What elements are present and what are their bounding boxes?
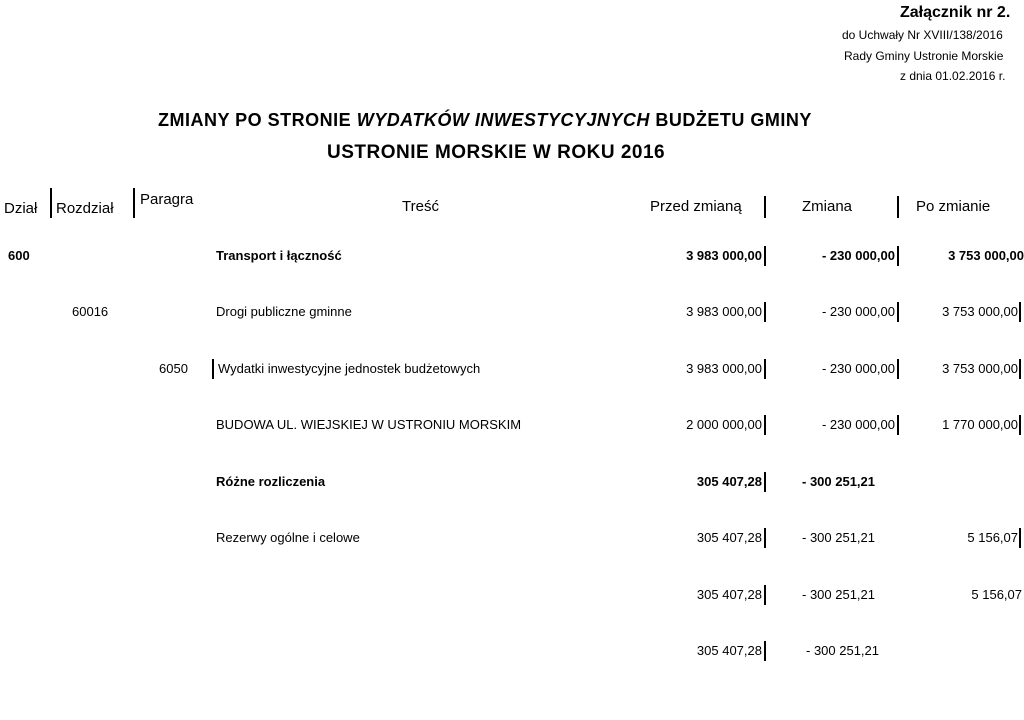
row-tresc: Transport i łączność — [216, 248, 342, 263]
row-przed: 305 407,28 — [696, 474, 762, 489]
row-przed: 3 983 000,00 — [686, 304, 762, 319]
title-prefix: ZMIANY PO STRONIE — [158, 110, 352, 130]
row-zmiana: - 230 000,00 — [821, 417, 895, 432]
row-po: 5 156,07 — [971, 587, 1022, 602]
row-rozdzial: 60016 — [72, 304, 109, 319]
cell-divider — [1019, 359, 1021, 379]
row-po: 3 753 000,00 — [948, 248, 1024, 263]
cell-divider — [764, 246, 766, 266]
header-divider — [764, 196, 766, 218]
attachment-title: Załącznik nr 2. — [900, 4, 1011, 21]
row-po: 3 753 000,00 — [942, 361, 1018, 376]
attachment-date: z dnia 01.02.2016 r. — [900, 69, 1006, 83]
row-po: 3 753 000,00 — [942, 304, 1018, 319]
row-dzial: 600 — [8, 248, 30, 263]
row-przed: 305 407,28 — [696, 643, 762, 658]
header-zmiana: Zmiana — [802, 198, 853, 215]
row-tresc: Różne rozliczenia — [216, 474, 326, 489]
cell-divider — [764, 528, 766, 548]
row-przed: 3 983 000,00 — [686, 361, 762, 376]
header-dzial: Dział — [4, 200, 38, 217]
document-title-line2: USTRONIE MORSKIE W ROKU 2016 — [327, 142, 666, 163]
row-przed: 3 983 000,00 — [686, 248, 762, 263]
row-zmiana: - 230 000,00 — [821, 361, 895, 376]
cell-divider — [764, 641, 766, 661]
cell-divider — [764, 472, 766, 492]
cell-divider — [212, 359, 214, 379]
cell-divider — [897, 359, 899, 379]
document-title-line1 — [158, 110, 812, 131]
row-tresc: Rezerwy ogólne i celowe — [216, 530, 360, 545]
row-tresc: BUDOWA UL. WIEJSKIEJ W USTRONIU MORSKIM — [216, 417, 522, 432]
row-po: 1 770 000,00 — [942, 417, 1018, 432]
header-paragraf: Paragra — [140, 191, 194, 208]
attachment-resolution: do Uchwały Nr XVIII/138/2016 — [842, 28, 1003, 42]
title-suffix: BUDŻETU GMINY — [655, 110, 812, 130]
header-po-zmianie: Po zmianie — [916, 198, 991, 215]
row-zmiana: - 300 251,21 — [806, 643, 880, 658]
header-przed-zmiana: Przed zmianą — [650, 198, 742, 215]
row-po: 5 156,07 — [967, 530, 1018, 545]
cell-divider — [1019, 302, 1021, 322]
cell-divider — [897, 302, 899, 322]
cell-divider — [1019, 415, 1021, 435]
cell-divider — [764, 302, 766, 322]
cell-divider — [897, 246, 899, 266]
attachment-council: Rady Gminy Ustronie Morskie — [844, 49, 1004, 63]
title-italic-part: WYDATKÓW INWESTYCYJNYCH — [356, 110, 650, 130]
row-zmiana: - 300 251,21 — [802, 530, 876, 545]
header-divider — [133, 188, 135, 218]
row-zmiana: - 230 000,00 — [821, 248, 895, 263]
row-przed: 2 000 000,00 — [686, 417, 762, 432]
header-tresc: Treść — [402, 198, 439, 215]
cell-divider — [764, 585, 766, 605]
cell-divider — [764, 359, 766, 379]
cell-divider — [1019, 528, 1021, 548]
cell-divider — [897, 415, 899, 435]
row-paragraf: 6050 — [159, 361, 188, 376]
row-przed: 305 407,28 — [696, 587, 762, 602]
row-zmiana: - 300 251,21 — [802, 474, 876, 489]
row-przed: 305 407,28 — [696, 530, 762, 545]
cell-divider — [764, 415, 766, 435]
header-divider — [897, 196, 899, 218]
row-zmiana: - 230 000,00 — [821, 304, 895, 319]
header-rozdzial: Rozdział — [56, 200, 114, 217]
header-divider — [50, 188, 52, 218]
row-zmiana: - 300 251,21 — [802, 587, 876, 602]
row-tresc: Wydatki inwestycyjne jednostek budżetowych — [218, 361, 481, 376]
row-tresc: Drogi publiczne gminne — [216, 304, 352, 319]
